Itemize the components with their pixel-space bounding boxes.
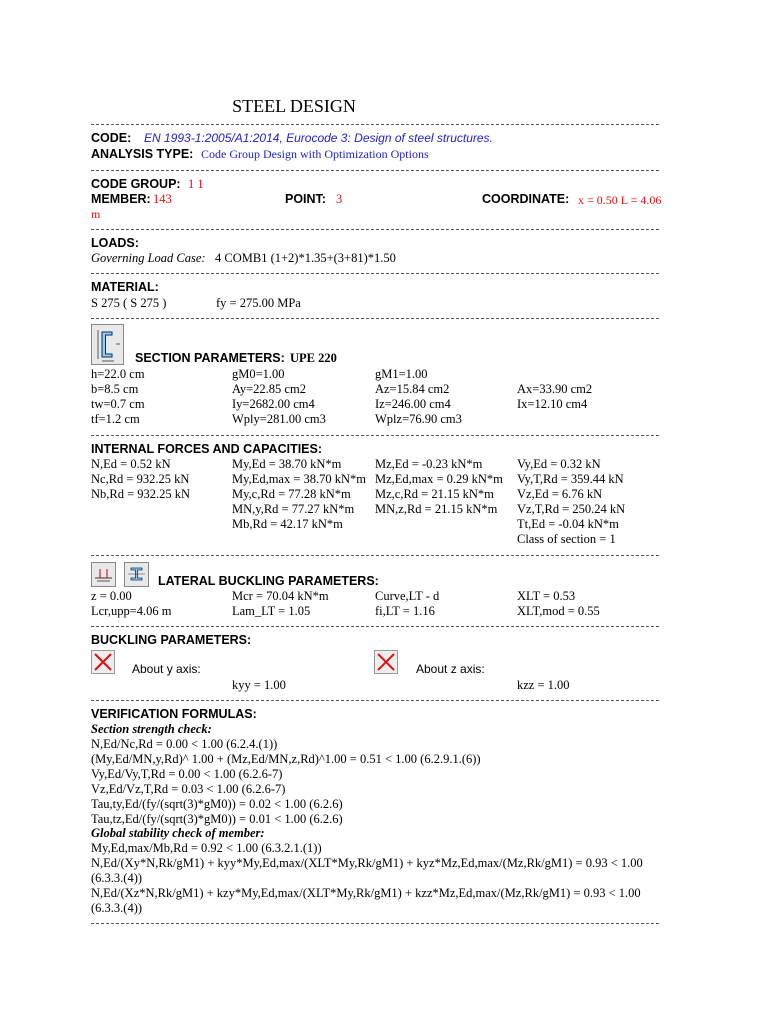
z-axis-no-buckling-icon [374, 650, 398, 674]
loads-label: LOADS: [91, 236, 139, 250]
divider [91, 124, 659, 125]
formula-line: My,Ed,max/Mb,Rd = 0.92 < 1.00 (6.3.2.1.(1)) [91, 841, 322, 855]
y-axis-no-buckling-icon [91, 650, 115, 674]
section-profile: UPE 220 [290, 351, 337, 365]
force-value: MN,z,Rd = 21.15 kN*m [375, 502, 498, 516]
formula-line: (My,Ed/MN,y,Rd)^ 1.00 + (Mz,Ed/MN,z,Rd)^1.00 = 0.51 < 1.00 (6.2.9.1.(6)) [91, 752, 481, 766]
kzz-value: kzz = 1.00 [517, 678, 570, 692]
formula-line: Vy,Ed/Vy,T,Rd = 0.00 < 1.00 (6.2.6-7) [91, 767, 283, 781]
force-value: Mb,Rd = 42.17 kN*m [232, 517, 343, 531]
lateral-value: Curve,LT - d [375, 589, 440, 603]
force-value: My,c,Rd = 77.28 kN*m [232, 487, 351, 501]
force-value: MN,y,Rd = 77.27 kN*m [232, 502, 355, 516]
page-title: STEEL DESIGN [232, 96, 356, 116]
force-value: Nb,Rd = 932.25 kN [91, 487, 191, 501]
section-cell: Wplz=76.90 cm3 [375, 412, 462, 426]
divider [91, 435, 659, 436]
about-z-axis-label: About z axis: [416, 662, 485, 676]
verification-formulas-label: VERIFICATION FORMULAS: [91, 707, 257, 721]
formula-line: N,Ed/(Xy*N,Rk/gM1) + kyy*My,Ed,max/(XLT*My,Rk/gM1) + kyz*Mz,Ed,max/(Mz,Rk/gM1) = 0.93 < 1.00 [91, 856, 643, 870]
section-parameters-label: SECTION PARAMETERS: [135, 351, 285, 365]
force-value: My,Ed = 38.70 kN*m [232, 457, 342, 471]
section-cell: Iz=246.00 cm4 [375, 397, 451, 411]
coordinate-value: x = 0.50 L = 4.06 [578, 193, 662, 207]
analysis-value: Code Group Design with Optimization Options [201, 147, 429, 161]
section-cell: Ay=22.85 cm2 [232, 382, 306, 396]
code-group-label: CODE GROUP: [91, 177, 181, 191]
formula-line: N,Ed/(Xz*N,Rk/gM1) + kzy*My,Ed,max/(XLT*My,Rk/gM1) + kzz*Mz,Ed,max/(Mz,Rk/gM1) = 0.93 < 1.00 [91, 886, 641, 900]
code-value: EN 1993-1:2005/A1:2014, Eurocode 3: Design of steel structures. [144, 131, 493, 145]
point-value: 3 [336, 192, 343, 206]
section-cell: Wply=281.00 cm3 [232, 412, 326, 426]
governing-load-case-value: 4 COMB1 (1+2)*1.35+(3+81)*1.50 [215, 251, 396, 265]
formula-line: Tau,ty,Ed/(fy/(sqrt(3)*gM0)) = 0.02 < 1.00 (6.2.6) [91, 797, 343, 811]
force-value: Vz,T,Rd = 250.24 kN [517, 502, 626, 516]
lateral-value: z = 0.00 [91, 589, 132, 603]
material-label: MATERIAL: [91, 280, 159, 294]
divider [91, 555, 659, 556]
i-section-icon [124, 562, 149, 587]
lateral-value: Lam_LT = 1.05 [232, 604, 311, 618]
buckling-parameters-label: BUCKLING PARAMETERS: [91, 633, 252, 647]
lateral-value: XLT,mod = 0.55 [517, 604, 600, 618]
force-value: Vy,T,Rd = 359.44 kN [517, 472, 624, 486]
section-cell: Ax=33.90 cm2 [517, 382, 593, 396]
divider [91, 170, 659, 171]
lateral-value: fi,LT = 1.16 [375, 604, 435, 618]
channel-section-icon [91, 324, 124, 365]
about-y-axis-label: About y axis: [132, 662, 201, 676]
lateral-buckling-label: LATERAL BUCKLING PARAMETERS: [158, 574, 379, 588]
divider [91, 700, 659, 701]
governing-load-case-label: Governing Load Case: [91, 251, 206, 265]
member-label: MEMBER: [91, 192, 151, 206]
force-value: My,Ed,max = 38.70 kN*m [232, 472, 367, 486]
formula-line: N,Ed/Nc,Rd = 0.00 < 1.00 (6.2.4.(1)) [91, 737, 278, 751]
formula-line: Vz,Ed/Vz,T,Rd = 0.03 < 1.00 (6.2.6-7) [91, 782, 286, 796]
material-grade: S 275 ( S 275 ) [91, 296, 167, 310]
coordinate-label: COORDINATE: [482, 192, 570, 206]
formula-line: Tau,tz,Ed/(fy/(sqrt(3)*gM0)) = 0.01 < 1.00 (6.2.6) [91, 812, 343, 826]
section-cell: gM1=1.00 [375, 367, 428, 381]
class-of-section: Class of section = 1 [517, 532, 616, 546]
section-cell: b=8.5 cm [91, 382, 139, 396]
divider [91, 229, 659, 230]
lateral-value: Lcr,upp=4.06 m [91, 604, 172, 618]
section-strength-check-label: Section strength check: [91, 722, 212, 736]
divider [91, 626, 659, 627]
force-value: Mz,Ed,max = 0.29 kN*m [375, 472, 503, 486]
force-value: Vz,Ed = 6.76 kN [517, 487, 603, 501]
lateral-value: Mcr = 70.04 kN*m [232, 589, 329, 603]
section-cell: h=22.0 cm [91, 367, 145, 381]
section-cell: tf=1.2 cm [91, 412, 140, 426]
section-cell: tw=0.7 cm [91, 397, 145, 411]
section-cell: Iy=2682.00 cm4 [232, 397, 315, 411]
divider [91, 318, 659, 319]
force-value: Vy,Ed = 0.32 kN [517, 457, 601, 471]
formula-line: (6.3.3.(4)) [91, 901, 143, 915]
divider [91, 273, 659, 274]
coordinate-value-cont: m [91, 207, 101, 221]
divider [91, 923, 659, 924]
lateral-value: XLT = 0.53 [517, 589, 576, 603]
force-value: N,Ed = 0.52 kN [91, 457, 171, 471]
global-stability-check-label: Global stability check of member: [91, 826, 265, 840]
material-fy: fy = 275.00 MPa [216, 296, 301, 310]
section-cell: gM0=1.00 [232, 367, 285, 381]
lateral-support-icon [91, 562, 116, 587]
point-label: POINT: [285, 192, 326, 206]
code-group-value: 1 1 [188, 177, 204, 191]
force-value: Mz,Ed = -0.23 kN*m [375, 457, 483, 471]
section-cell: Az=15.84 cm2 [375, 382, 450, 396]
kyy-value: kyy = 1.00 [232, 678, 286, 692]
force-value: Nc,Rd = 932.25 kN [91, 472, 190, 486]
internal-forces-label: INTERNAL FORCES AND CAPACITIES: [91, 442, 323, 456]
member-value: 143 [153, 192, 172, 206]
formula-line: (6.3.3.(4)) [91, 871, 143, 885]
force-value: Mz,c,Rd = 21.15 kN*m [375, 487, 494, 501]
section-cell: Ix=12.10 cm4 [517, 397, 588, 411]
code-label: CODE: [91, 131, 132, 145]
analysis-label: ANALYSIS TYPE: [91, 147, 194, 161]
force-value: Tt,Ed = -0.04 kN*m [517, 517, 619, 531]
